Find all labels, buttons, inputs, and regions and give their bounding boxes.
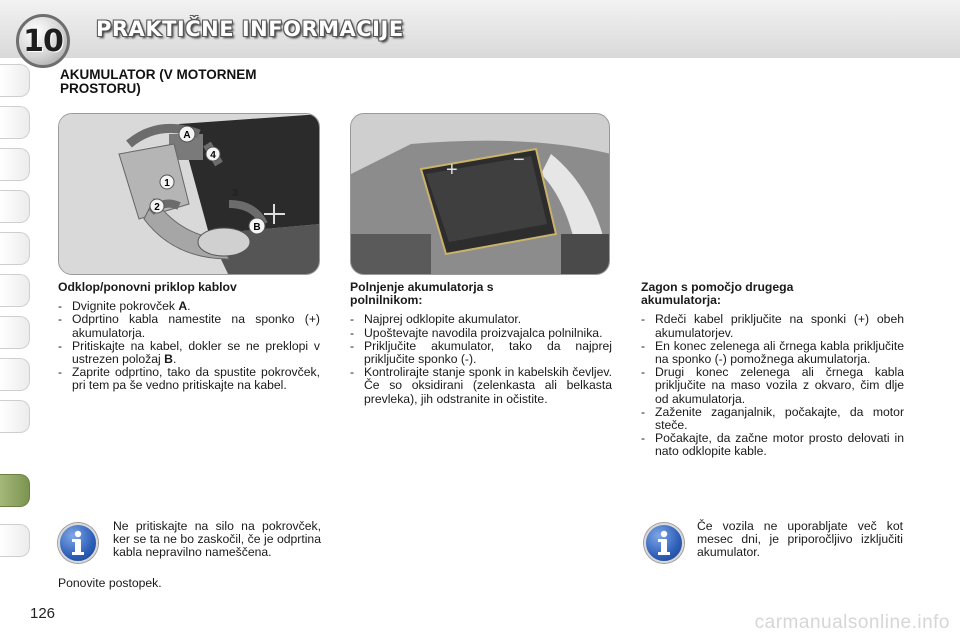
list-item-text: Pritiskajte na kabel, dokler se ne preklopi v ustrezen položaj (72, 338, 320, 367)
label-a: A (183, 130, 191, 141)
list-item-text: . (172, 352, 177, 367)
plus-terminal-icon: + (446, 159, 458, 181)
battery-terminal-photo (58, 113, 320, 275)
chapter-tab[interactable] (0, 524, 30, 557)
page-title: PRAKTIČNE INFORMACIJE (96, 17, 404, 41)
list-item: - Upoštevajte navodila proizvajalca polnilnika. (350, 325, 603, 340)
list-item: - Pritiskajte na kabel, dokler se ne preklopi v ustrezen položaj B. (58, 338, 320, 367)
list-item: - Kontrolirajte stanje sponk in kabelskih čevljev. Če so oksidirani (zelenkasta ali belkasta prevleka), jih odstranite in očistite. (350, 365, 612, 406)
pressure-note: Ne pritiskajte na silo na pokrovček, ker se ta ne bo zaskočil, če je odprtina kabla nepravilno nameščena. (113, 519, 321, 560)
jump-start-column (641, 281, 904, 459)
list-item-text: Zaženite zaganjalnik, počakajte, da motor steče. (655, 404, 904, 433)
list-item: - Zaprite odprtino, tako da spustite pokrovček, pri tem pa še vedno pritiskajte na kabel. (58, 365, 320, 393)
minus-terminal-icon: − (513, 149, 525, 171)
section-title-line: PROSTORU) (60, 81, 141, 96)
list-item: - Najprej odklopite akumulator. (350, 312, 522, 327)
page-number: 126 (30, 605, 56, 622)
list-item: - Počakajte, da začne motor prosto delovati in nato odklopite kable. (641, 431, 904, 459)
info-icon (644, 523, 684, 563)
list-item: - Priključite akumulator, tako da najprej priključite sponko (-). (350, 338, 612, 367)
label-b: B (253, 222, 261, 233)
list-item-text: Odprtino kabla namestite na sponko (+) akumulatorja. (72, 312, 320, 340)
jump-start-heading (641, 281, 904, 307)
chapter-tab[interactable] (0, 400, 30, 433)
heading-line: Zagon s pomočjo drugega (641, 280, 794, 294)
info-icon (58, 523, 98, 563)
list-item-text: Dvignite pokrovček (72, 299, 179, 314)
chapter-tab[interactable] (0, 106, 30, 139)
label-3: 3 (232, 188, 238, 199)
list-item-text: Kontrolirajte stanje sponk in kabelskih čevljev. Če so oksidirani (zelenkasta ali belkasta prevleka), jih odstranite in očistite. (364, 365, 612, 406)
list-item: - En konec zelenega ali črnega kabla priključite na sponko (-) pomožnega akumulatorja. (641, 338, 904, 367)
chapter-tab[interactable] (0, 358, 30, 391)
chapter-tab[interactable] (0, 232, 30, 265)
chapter-tab[interactable] (0, 190, 30, 223)
battery-terminal-illustration (59, 114, 320, 275)
chapter-tab-strip (0, 64, 30, 574)
heading-line: akumulatorja: (641, 293, 721, 308)
disconnect-heading: Odklop/ponovni priklop kablov (58, 280, 237, 294)
list-item: - Dvignite pokrovček A. (58, 299, 191, 314)
list-item-text: Zaprite odprtino, tako da spustite pokrovček, pri tem pa še vedno pritiskajte na kabel. (72, 365, 320, 393)
chapter-number: 10 (23, 23, 63, 59)
repeat-note: Ponovite postopek. (58, 576, 162, 590)
chapter-tab[interactable] (0, 148, 30, 181)
label-1: 1 (164, 178, 170, 189)
engine-compartment-photo (350, 113, 610, 275)
charging-heading (350, 281, 612, 307)
section-title (60, 68, 350, 96)
section-title-line: AKUMULATOR (V MOTORNEM (60, 67, 257, 82)
list-item-text: Počakajte, da začne motor prosto delovati in nato odklopite kable. (655, 431, 904, 459)
list-item-bold: A (178, 299, 188, 314)
label-4: 4 (210, 150, 216, 161)
watermark: carmanualsonline.info (754, 612, 950, 633)
list-item: - Rdeči kabel priključite na sponki (+) obeh akumulatorjev. (641, 312, 904, 340)
list-item-text: Drugi konec zelenega ali črnega kabla priključite na maso vozila z okvaro, čim dlje od akumulatorja. (655, 365, 904, 406)
list-item-text: Najprej odklopite akumulator. (364, 312, 522, 327)
chapter-tab-active[interactable] (0, 474, 30, 507)
battery-box-illustration (351, 114, 610, 275)
chapter-tab[interactable] (0, 64, 30, 97)
chapter-tab[interactable] (0, 274, 30, 307)
list-item-text: En konec zelenega ali črnega kabla priključite na sponko (-) pomožnega akumulatorja. (655, 338, 904, 367)
label-2: 2 (154, 202, 160, 213)
charging-column (350, 281, 612, 406)
list-item: - Zaženite zaganjalnik, počakajte, da motor steče. (641, 404, 904, 433)
list-item-text: Upoštevajte navodila proizvajalca polnilnika. (364, 325, 603, 340)
list-item-text: . (187, 299, 191, 314)
chapter-badge (16, 14, 70, 68)
list-item: - Drugi konec zelenega ali črnega kabla priključite na maso vozila z okvaro, čim dlje od akumulatorja. (641, 365, 904, 406)
list-item-text: Priključite akumulator, tako da najprej priključite sponko (-). (364, 338, 612, 367)
list-item-text: Rdeči kabel priključite na sponki (+) obeh akumulatorjev. (655, 312, 904, 340)
disconnect-column (58, 281, 320, 393)
storage-note: Če vozila ne uporabljate več kot mesec dni, je priporočljivo izključiti akumulator. (697, 519, 903, 560)
heading-line: Polnjenje akumulatorja s (350, 280, 494, 294)
list-item: - Odprtino kabla namestite na sponko (+) akumulatorja. (58, 312, 320, 340)
heading-line: polnilnikom: (350, 293, 423, 308)
list-item-bold: B (164, 352, 173, 367)
chapter-tab[interactable] (0, 316, 30, 349)
